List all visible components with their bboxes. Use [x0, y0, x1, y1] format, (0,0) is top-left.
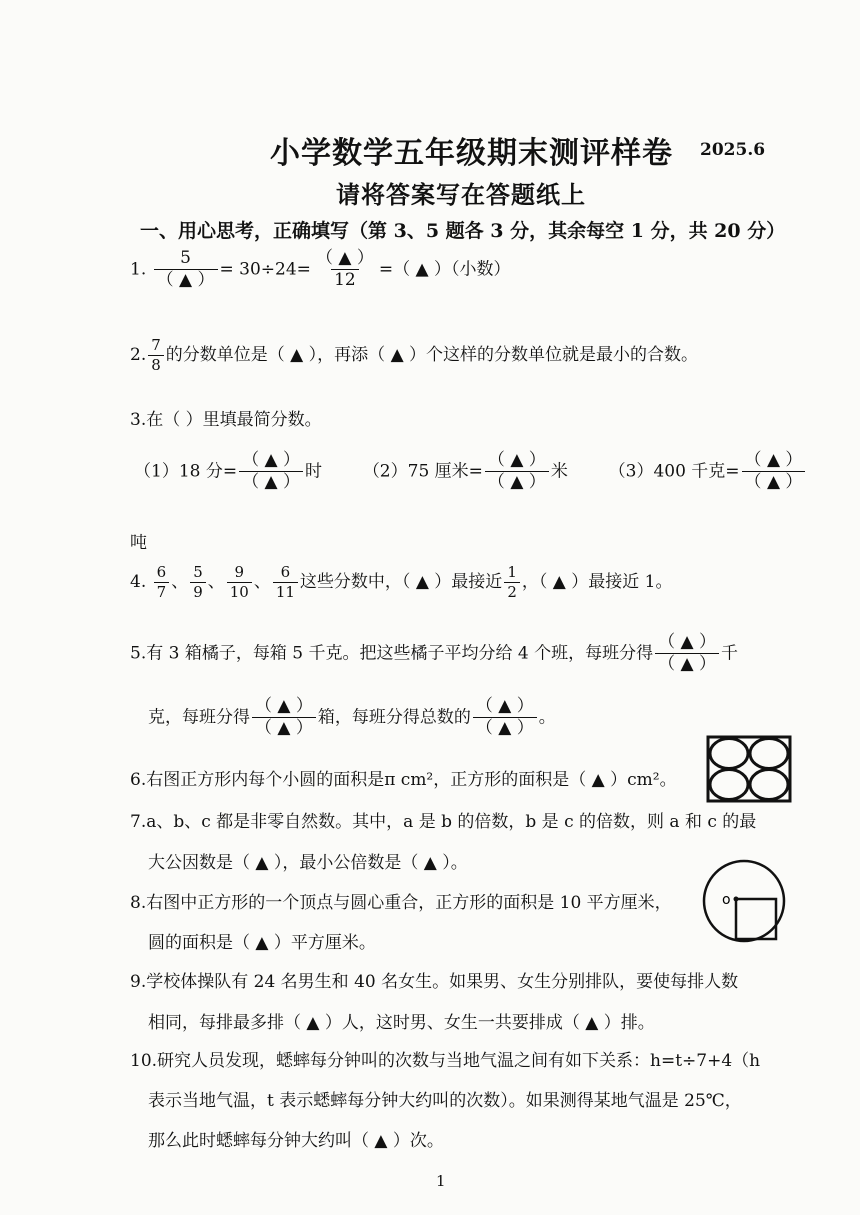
question-9-line2: 相同，每排最多排（ ▲ ）人，这时男、女生一共要排成（ ▲ ）排。 — [148, 1013, 655, 1033]
fraction: $\frac{9}{10}$ — [227, 563, 252, 602]
small-circle — [750, 739, 788, 769]
answer-blank[interactable]: （ ▲ ） — [744, 450, 803, 470]
question-8: 8.右图中正方形的一个顶点与圆心重合，正方形的面积是 10 平方厘米， — [130, 893, 672, 913]
question-3: 3.在（ ）里填最简分数。 — [130, 410, 322, 430]
question-5: 5.有 3 箱橘子，每箱 5 千克。把这些橘子平均分给 4 个班，每班分得 $\frac{( ▲ )}{( ▲ )}$ 千 — [130, 632, 738, 675]
center-label: o — [722, 892, 731, 908]
question-6: 6.右图正方形内每个小圆的面积是π cm²，正方形的面积是（ ▲ ）cm²。 — [130, 770, 677, 790]
question-2 — [130, 336, 698, 375]
question-3-unit: 吨 — [130, 533, 147, 553]
question-text: 的分数单位是（ ▲ ），再添（ ▲ ）个这样的分数单位就是最小的合数。 — [165, 344, 699, 365]
fraction: $\frac{( ▲ )}{12}$ — [313, 248, 377, 292]
fraction — [485, 450, 549, 494]
fraction: $\frac{5}{9}$ — [190, 563, 206, 602]
question-4: 4. $\frac{6}{7}$ 、 $\frac{5}{9}$ 、 $\frac{9}{10}$ 、 $\frac{6}{11}$ 这些分数中，（ ▲ ）最接近 $\frac{1}{2}$ ，（ ▲ ）最接近 1。 — [130, 563, 673, 601]
question-10: 10.研究人员发现，蟋蟀每分钟叫的次数与当地气温之间有如下关系：h=t÷7+4（h — [130, 1051, 761, 1071]
answer-blank[interactable]: （ ▲ ） — [655, 653, 719, 675]
question-1: 1. $\frac{5}{( ▲ )}$ = 30÷24= $\frac{( ▲ )}{12}$ =（ ▲ ）（小数） — [130, 248, 511, 291]
large-circle — [704, 861, 784, 941]
question-9: 9.学校体操队有 24 名男生和 40 名女生。如果男、女生分别排队，要使每排人数 — [130, 972, 739, 992]
fraction — [252, 696, 316, 740]
page-number: 1 — [436, 1172, 446, 1190]
fraction — [742, 450, 806, 494]
fraction: $\frac{6}{11}$ — [273, 563, 298, 602]
answer-blank[interactable]: （ ▲ ） — [658, 632, 716, 652]
answer-blank[interactable]: （ ▲ ） — [475, 696, 534, 716]
fraction: $\frac{7}{8}$ — [148, 336, 164, 375]
question-number: 2. — [130, 344, 147, 365]
answer-blank[interactable]: （ ▲ ） — [485, 471, 549, 493]
fraction — [655, 632, 719, 676]
answer-blank[interactable]: （ ▲ ） — [315, 248, 374, 268]
answer-blank[interactable]: （ ▲ ） — [154, 269, 218, 291]
question-8-line2: 圆的面积是（ ▲ ）平方厘米。 — [148, 933, 376, 953]
answer-blank[interactable]: （ ▲ ） — [239, 471, 303, 493]
question-10-line2: 表示当地气温，t 表示蟋蟀每分钟大约叫的次数）。如果测得某地气温是 25℃， — [148, 1091, 742, 1111]
question-5-line2: 克，每班分得 $\frac{( ▲ )}{( ▲ )}$ 箱，每班分得总数的 $\frac{( ▲ )}{( ▲ )}$ 。 — [148, 696, 556, 739]
question-7-line2: 大公因数是（ ▲ ），最小公倍数是（ ▲ ）。 — [148, 853, 468, 873]
fraction — [239, 450, 303, 494]
small-circle — [710, 739, 748, 769]
answer-blank[interactable]: （ ▲ ） — [255, 696, 313, 716]
answer-blank[interactable]: =（ ▲ ）（小数） — [378, 259, 511, 280]
question-10-line3: 那么此时蟋蟀每分钟大约叫（ ▲ ）次。 — [148, 1131, 444, 1151]
question-number: 4. — [130, 571, 147, 592]
question-number: 1. — [130, 259, 147, 280]
circle-square-figure — [700, 858, 788, 944]
fraction: $\frac{5}{( ▲ )}$ — [154, 248, 218, 292]
answer-blank[interactable]: （ ▲ ） — [242, 450, 300, 470]
small-circle — [750, 770, 788, 800]
section-heading: 一、用心思考，正确填写（第 3、5 题各 3 分，其余每空 1 分，共 20 分） — [140, 220, 786, 242]
square-outline — [708, 737, 790, 801]
fraction: $\frac{6}{7}$ — [154, 563, 170, 602]
exam-date: 2025.6 — [700, 140, 766, 160]
fraction: $\frac{1}{2}$ — [504, 563, 520, 602]
question-3-parts: （1）18 分= $\frac{( ▲ )}{( ▲ )}$ 时 （2）75 厘米= $\frac{( ▲ )}{( ▲ )}$ 米 （3）400 千克= $\frac{( ▲ )}{( ▲ )}$ — [134, 450, 807, 494]
small-circle — [710, 770, 748, 800]
question-7: 7.a、b、c 都是非零自然数。其中，a 是 b 的倍数，b 是 c 的倍数，则 a 和 c 的最 — [130, 812, 757, 832]
exam-title: 小学数学五年级期末测评样卷 — [270, 136, 673, 171]
answer-blank[interactable]: （ ▲ ） — [473, 717, 537, 739]
exam-subtitle: 请将答案写在答题纸上 — [336, 180, 586, 209]
answer-blank[interactable]: （ ▲ ） — [252, 717, 316, 739]
center-point — [734, 897, 739, 902]
fraction — [473, 696, 537, 740]
square-four-circles-figure — [706, 735, 792, 803]
answer-blank[interactable]: （ ▲ ） — [487, 450, 546, 470]
answer-blank[interactable]: （ ▲ ） — [742, 471, 806, 493]
